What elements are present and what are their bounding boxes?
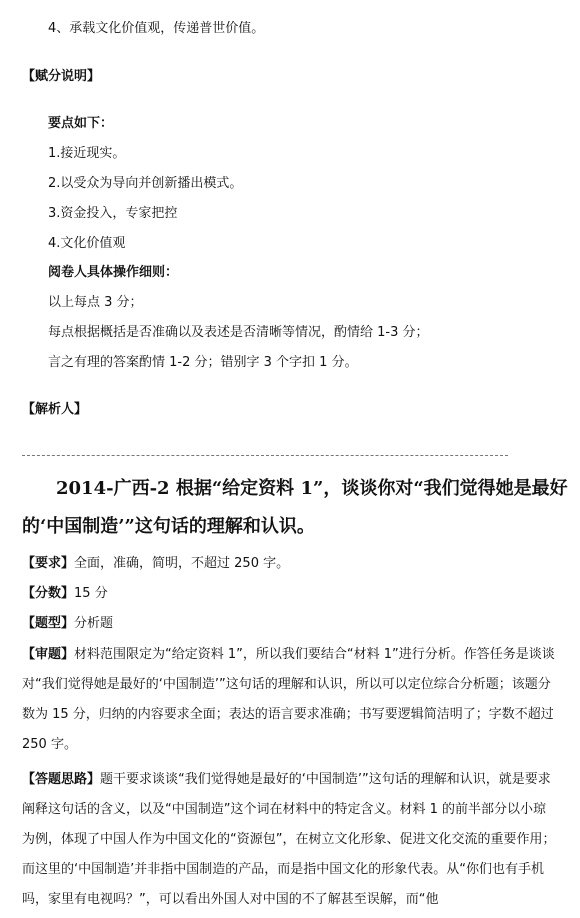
review-paragraph: [22, 640, 558, 760]
point-4: 4.文化价值观: [48, 236, 126, 251]
point-1: 1.接近现实。: [48, 146, 126, 161]
question-type-tag: 【题型】: [22, 616, 75, 631]
point-2: 2.以受众为导向并创新播出模式。: [48, 176, 243, 191]
section-divider: [22, 455, 508, 456]
scoring-heading: 【赋分说明】: [22, 69, 101, 84]
question-type-row: [22, 617, 113, 630]
grader-rule-2: 每点根据概括是否准确以及表述是否清晰等情况，酌情给 1-3 分；: [48, 325, 429, 340]
score-text: 15 分: [74, 586, 108, 601]
grader-heading: 阅卷人具体操作细则：: [48, 265, 179, 280]
score-tag: 【分数】: [22, 586, 75, 601]
list-item-4: 4、承载文化价值观，传递普世价值。: [48, 21, 265, 36]
analyst-heading: 【解析人】: [22, 402, 88, 417]
grader-rule-3: 言之有理的答案酌情 1-2 分；错别字 3 个字扣 1 分。: [48, 355, 358, 370]
question-type-text: 分析题: [74, 616, 114, 631]
point-3: 3.资金投入，专家把控: [48, 206, 178, 221]
question-title-line-2: 的‘中国制造’”这句话的理解和认识。: [22, 516, 315, 537]
approach-paragraph: [22, 765, 558, 918]
approach-text: 题干要求谈谈“我们觉得她是最好的‘中国制造’”这句话的理解和认识，就是要求阐释这句话的含义，以及“中国制造”这个词在材料中的特定含义。材料 1 的前半部分以小琼为例，体现了中国人作为中国文化的“资源包”，在树立文化形象、促进文化交流的重要作用；而这里的‘中国制造’并非指中国制造的产品，而是指中国文化的形象代表。从“你们也有手机吗，家里有电视吗？”，可以看出外国人对中国的不了解甚至误解，而“他: [22, 772, 556, 907]
requirement-tag: 【要求】: [22, 556, 75, 571]
question-title-line-1: 2014-广西-2 根据“给定资料 1”，谈谈你对“我们觉得她是最好: [56, 478, 568, 499]
requirement-text: 全面，准确，简明，不超过 250 字。: [74, 556, 290, 571]
requirement-row: [22, 557, 289, 570]
review-tag: 【审题】: [22, 647, 75, 662]
approach-tag: 【答题思路】: [22, 772, 101, 787]
review-text: 材料范围限定为“给定资料 1”，所以我们要结合“材料 1”进行分析。作答任务是谈谈对“我们觉得她是最好的‘中国制造’”这句话的理解和认识，所以可以定位综合分析题；该题分数为 15 分，归纳的内容要求全面；表达的语言要求准确；书写要逻辑简洁明了；字数不超过 250 字。: [22, 647, 555, 752]
points-heading: 要点如下：: [48, 116, 114, 131]
grader-rule-1: 以上每点 3 分；: [48, 295, 143, 310]
score-row: [22, 587, 108, 600]
